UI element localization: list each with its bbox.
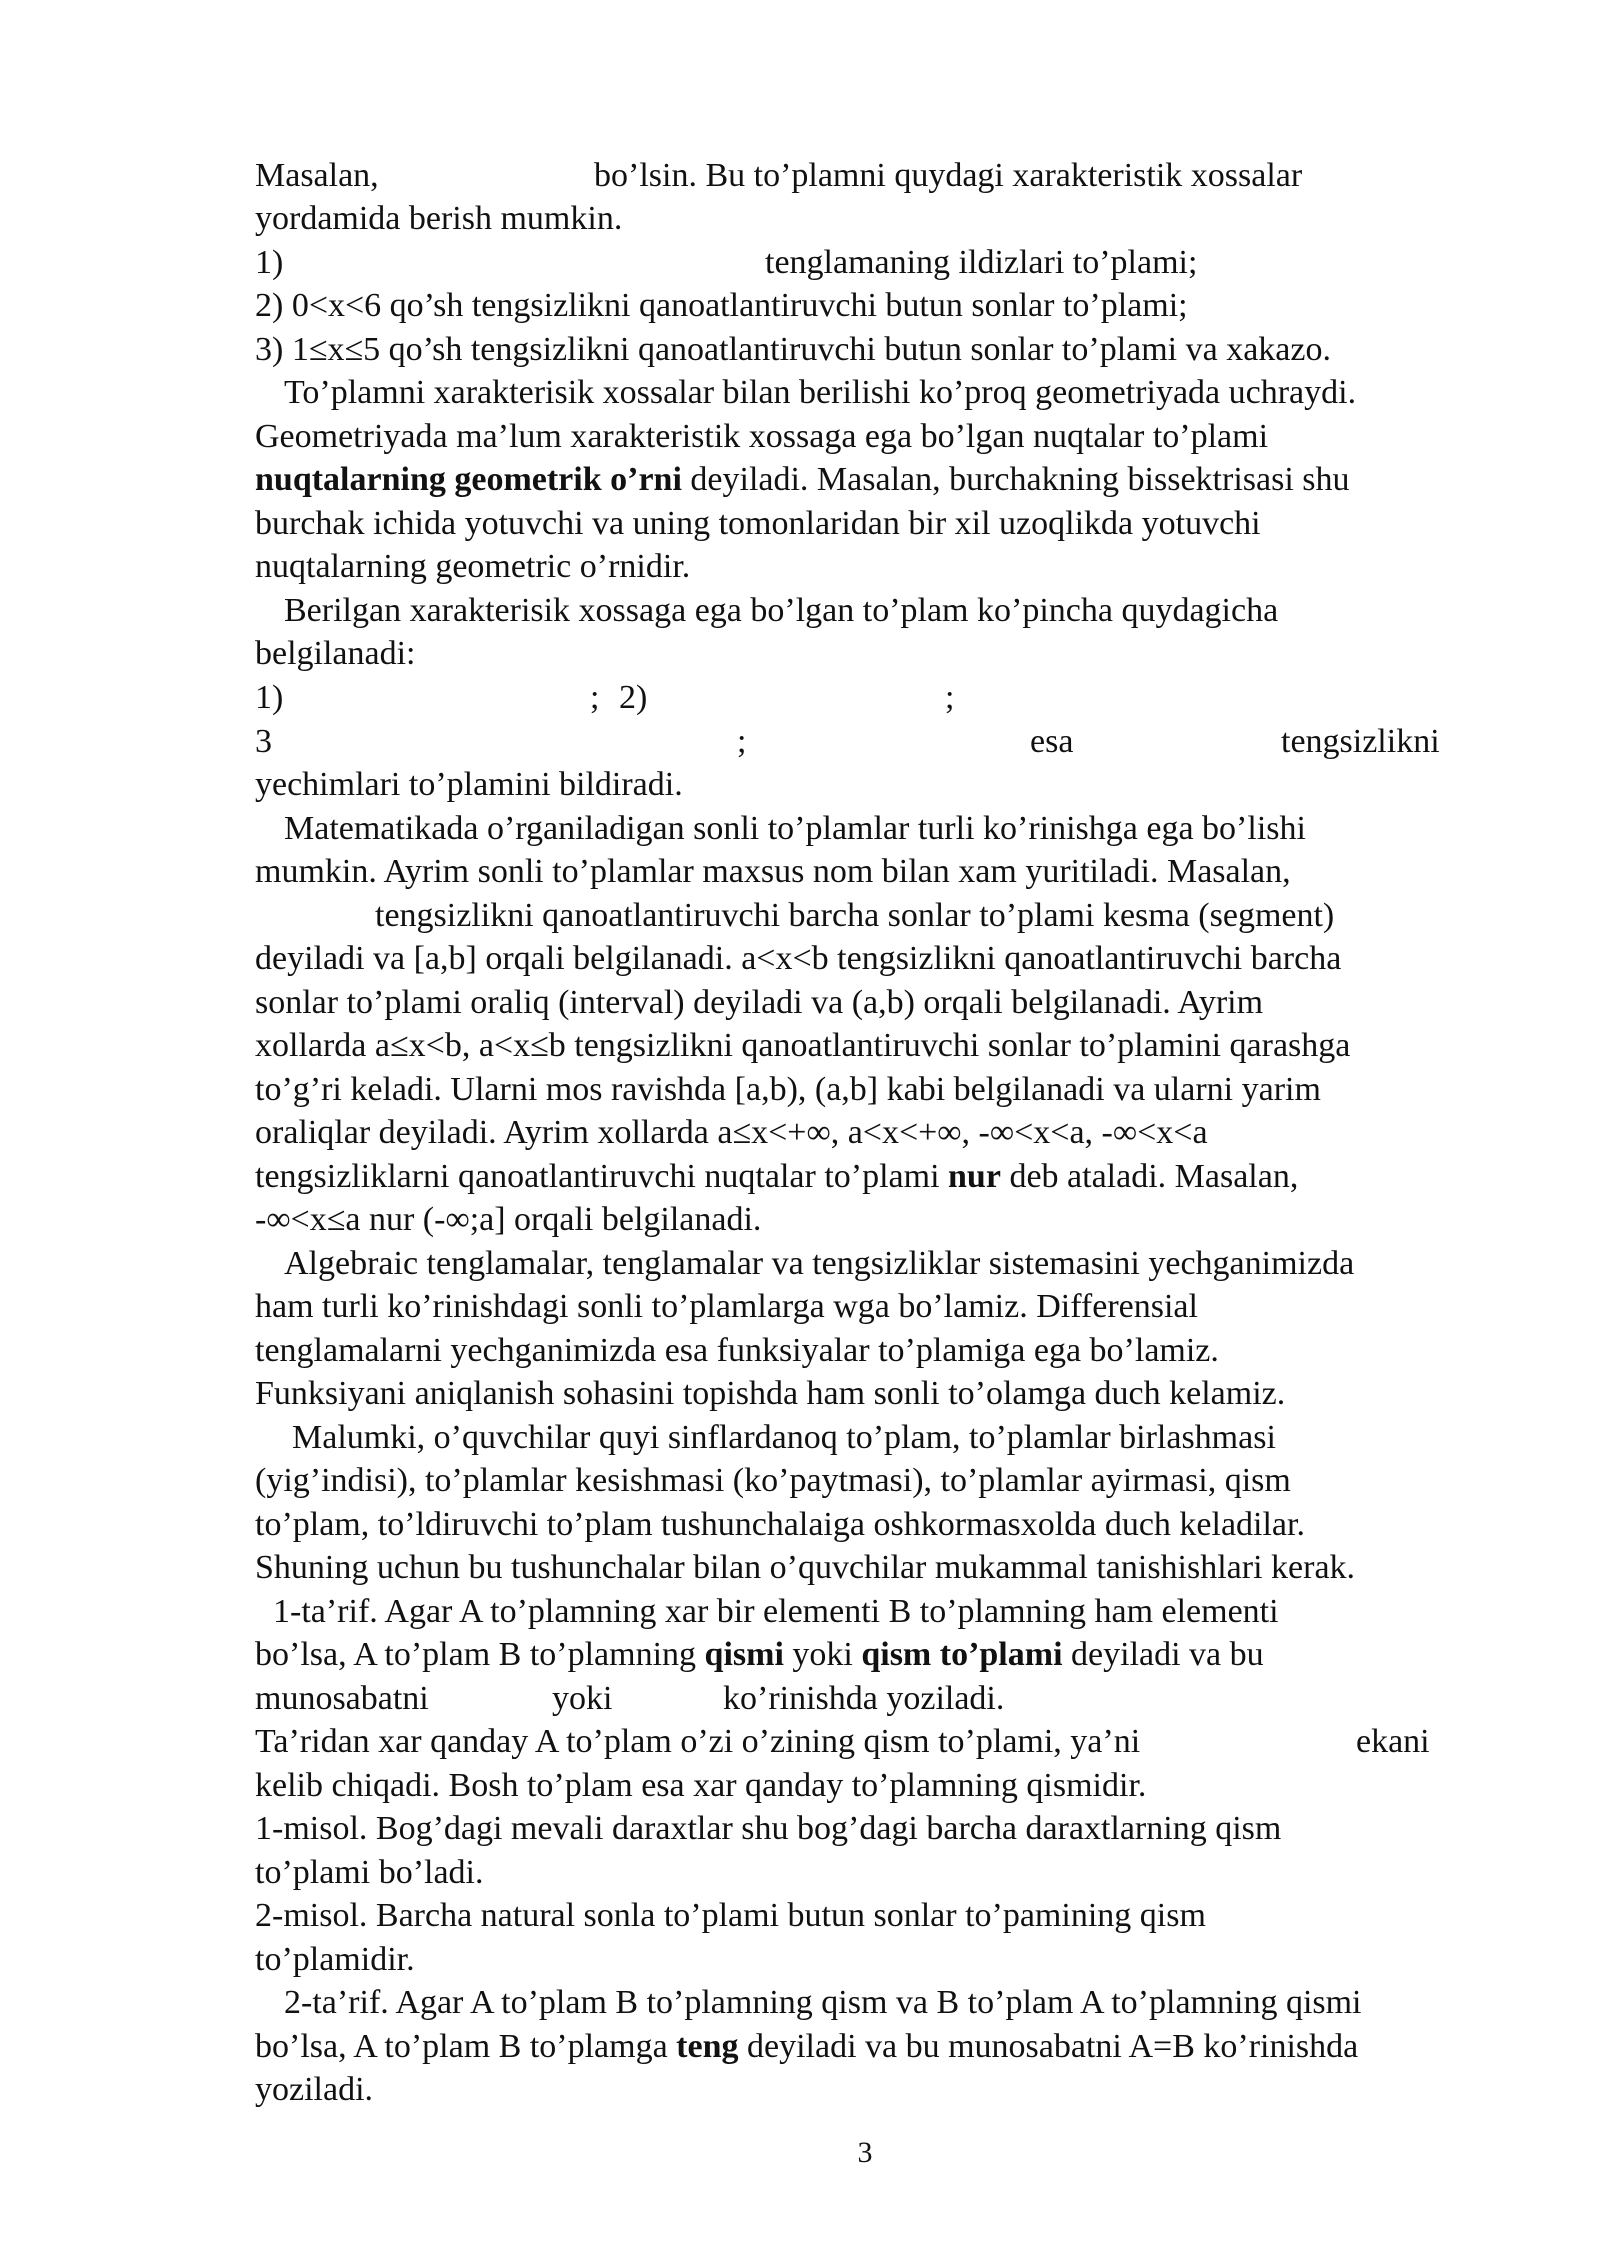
bold-term: teng <box>676 2028 739 2065</box>
text-line: ham turli ko’rinishdagi sonli to’plamlarga wga bo’lamiz. Differensial <box>255 1288 1198 1325</box>
text-line: mumkin. Ayrim sonli to’plamlar maxsus nom bilan xam yuritiladi. Masalan, <box>255 853 1291 890</box>
text-line: tengsizlikni <box>1281 723 1440 760</box>
text-line: ko’rinishda yoziladi. <box>723 1680 1005 1717</box>
text-line: tenglamaning ildizlari to’plami; <box>765 244 1198 281</box>
text-line: to’plamidir. <box>255 1941 415 1978</box>
bold-term: qismi <box>704 1636 784 1673</box>
text-line: Ta’ridan xar qanday A to’plam o’zi o’zining qism to’plami, ya’ni <box>255 1723 1141 1760</box>
text-line <box>255 1633 1264 1676</box>
text-line: Masalan, <box>255 157 379 194</box>
bold-term: nur <box>948 1158 1001 1195</box>
text-span: yoki <box>783 1636 862 1673</box>
text-span: deyiladi va bu <box>1062 1636 1264 1673</box>
text-line: sonlar to’plami oraliq (interval) deyiladi va (a,b) orqali belgilanadi. Ayrim <box>255 984 1264 1021</box>
text-line: 1) <box>255 244 284 281</box>
text-span: bo’lsa, A to’plam B to’plamga <box>255 2028 677 2065</box>
text-line: ; <box>945 679 955 716</box>
text-line: Funksiyani aniqlanish sohasini topishda ham sonli to’olamga duch kelamiz. <box>255 1375 1286 1412</box>
text-line: 3 <box>255 723 272 760</box>
text-span: tengsizliklarni qanoatlantiruvchi nuqtalar to’plami <box>255 1158 949 1195</box>
text-line: yoziladi. <box>255 2071 374 2108</box>
text-line: xollarda a≤x<b, a<x≤b tengsizlikni qanoatlantiruvchi sonlar to’plamini qarashga <box>255 1027 1351 1064</box>
text-line: kelib chiqadi. Bosh to’plam esa xar qanday to’plamning qismidir. <box>255 1767 1147 1804</box>
text-line <box>255 1155 1298 1198</box>
text-line: tengsizlikni qanoatlantiruvchi barcha sonlar to’plami kesma (segment) <box>375 897 1335 934</box>
text-line: oraliqlar deyiladi. Ayrim xollarda a≤x<+∞, a<x<+∞, -∞<x<a, -∞<x<a <box>255 1114 1208 1151</box>
text-line: yordamida berish mumkin. <box>255 200 623 237</box>
bold-term: qism to’plami <box>861 1636 1063 1673</box>
text-line: belgilanadi: <box>255 635 416 672</box>
text-line: Berilgan xarakterisik xossaga ega bo’lgan to’plam ko’pincha quydagicha <box>284 592 1279 629</box>
text-line: -∞<x≤a nur (-∞;a] orqali belgilanadi. <box>255 1201 762 1238</box>
text-span: deyiladi va bu munosabatni A=B ko’rinishda <box>738 2028 1359 2065</box>
text-span: bo’lsa, A to’plam B to’plamning <box>255 1636 705 1673</box>
text-line: burchak ichida yotuvchi va uning tomonlaridan bir xil uzoqlikda yotuvchi <box>255 505 1261 542</box>
text-line: to’plam, to’ldiruvchi to’plam tushunchalaiga oshkormasxoldа duch keladilar. <box>255 1506 1305 1543</box>
text-line: deyiladi va [a,b] orqali belgilanadi. a<x<b tengsizlikni qanoatlantiruvchi barcha <box>255 940 1342 977</box>
text-line: yoki <box>552 1680 613 1717</box>
text-line: esa <box>1030 723 1074 760</box>
text-line: ekani <box>1356 1723 1430 1760</box>
text-line: to’g’ri keladi. Ularni mos ravishda [a,b), (a,b] kabi belgilanadi va ularni yarim <box>255 1071 1321 1108</box>
bold-term: nuqtalarning geometrik o’rni <box>255 461 682 498</box>
text-line: Shuning uchun bu tushunchalar bilan o’quvchilar mukammal tanishishlari kerak. <box>255 1549 1356 1586</box>
text-line: 2-misol. Barcha natural sonla to’plami butun sonlar to’pamining qism <box>255 1897 1206 1934</box>
text-line: tenglamalarni yechganimizda esa funksiyalar to’plamiga ega bo’lamiz. <box>255 1332 1219 1369</box>
text-line: To’plamni xarakterisik xossalar bilan berilishi ko’proq geometriyada uchraydi. <box>284 374 1357 411</box>
text-line: Malumki, o’quvchilar quyi sinflardanoq to’plam, to’plamlar birlashmasi <box>292 1419 1276 1456</box>
text-line: Matematikada o’rganiladigan sonli to’plamlar turli ko’rinishga ega bo’lishi <box>284 810 1306 847</box>
text-line: 3) 1≤x≤5 qo’sh tengsizlikni qanoatlantiruvchi butun sonlar to’plami va xakazo. <box>255 331 1331 368</box>
text-line: 1) <box>255 679 284 716</box>
text-line: to’plami bo’ladi. <box>255 1854 484 1891</box>
text-line: yechimlari to’plamini bildiradi. <box>255 766 683 803</box>
text-span: deyiladi. Masalan, burchakning bissektrisasi shu <box>681 461 1350 498</box>
text-line: (yig’indisi), to’plamlar kesishmasi (ko’paytmasi), to’plamlar ayirmasi, qism <box>255 1462 1291 1499</box>
text-line: bo’lsin. Bu to’plamni quydagi xarakteristik xossalar <box>594 157 1303 194</box>
text-line: 1-misol. Bog’dagi mevali daraxtlar shu bog’dagi barcha daraxtlarning qism <box>255 1810 1282 1847</box>
text-line <box>255 2025 1358 2068</box>
text-line: ; <box>737 723 747 760</box>
text-line: munosabatni <box>255 1680 429 1717</box>
page-number: 3 <box>857 2136 873 2169</box>
text-line: Geometriyada ma’lum xarakteristik xossaga ega bo’lgan nuqtalar to’plami <box>255 418 1269 455</box>
text-line: 2-ta’rif. Agar A to’plam B to’plamning qism va B to’plam A to’plamning qismi <box>284 1984 1362 2021</box>
text-span: deb ataladi. Masalan, <box>1000 1158 1299 1195</box>
text-line <box>255 458 1350 501</box>
text-line: nuqtalarning geometric o’rnidir. <box>255 548 691 585</box>
text-line: 2) <box>619 679 648 716</box>
text-line: 1-ta’rif. Agar A to’plamning xar bir elementi B to’plamning ham elementi <box>273 1593 1279 1630</box>
text-line: 2) 0<x<6 qo’sh tengsizlikni qanoatlantiruvchi butun sonlar to’plami; <box>255 287 1188 324</box>
text-line: ; <box>590 679 600 716</box>
text-line: Algebraic tenglamalar, tenglamalar va tengsizliklar sistemasini yechganimizda <box>284 1245 1355 1282</box>
